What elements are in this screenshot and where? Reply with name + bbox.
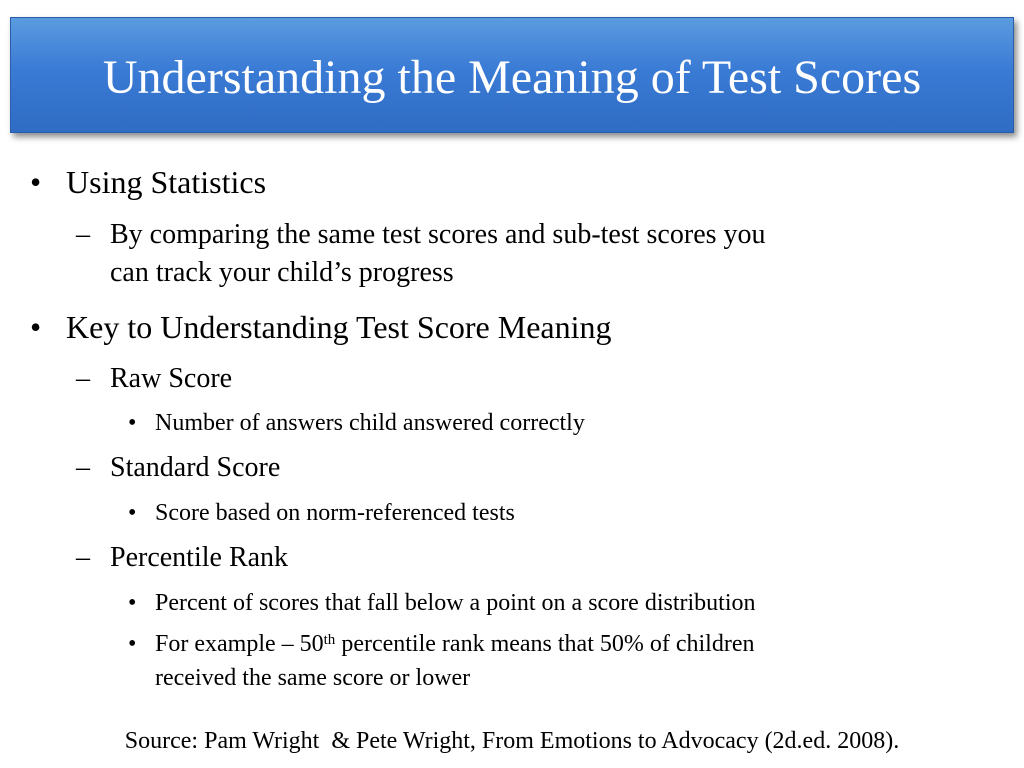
subbullet-text: Standard Score [110,452,281,483]
bullet-text: Using Statistics [66,164,267,200]
detail-text: Number of answers child answered correctly [155,410,585,436]
subbullet-text-line2: can track your child’s progress [110,257,454,288]
subbullet-text: Raw Score [110,363,233,394]
dash-marker: – [76,542,90,573]
ordinal-suffix: th [323,632,336,648]
detail-text [155,629,754,659]
dash-marker: – [76,452,90,483]
dash-marker: – [76,219,90,250]
example-prefix: For example – 50 [155,631,324,657]
example-rest: percentile rank means that 50% of children [335,631,755,657]
source-citation: Source: Pam Wright & Pete Wright, From Emotions to Advocacy (2d.ed. 2008). [124,728,900,754]
small-bullet-marker: • [128,410,137,436]
bullet-marker: • [30,309,42,345]
small-bullet-marker: • [128,500,137,526]
detail-text: Percent of scores that fall below a point on a score distribution [155,590,756,616]
bullet-marker: • [30,164,42,200]
bullet-text: Key to Understanding Test Score Meaning [66,309,612,345]
detail-text: Score based on norm-referenced tests [155,500,515,526]
dash-marker: – [76,363,90,394]
detail-text-line2: received the same score or lower [155,665,471,691]
subbullet-text: Percentile Rank [110,542,289,573]
subbullet-text-line1: By comparing the same test scores and sub-test scores you [110,219,766,250]
slide-title: Understanding the Meaning of Test Scores [102,51,922,104]
small-bullet-marker: • [128,631,137,657]
small-bullet-marker: • [128,590,137,616]
